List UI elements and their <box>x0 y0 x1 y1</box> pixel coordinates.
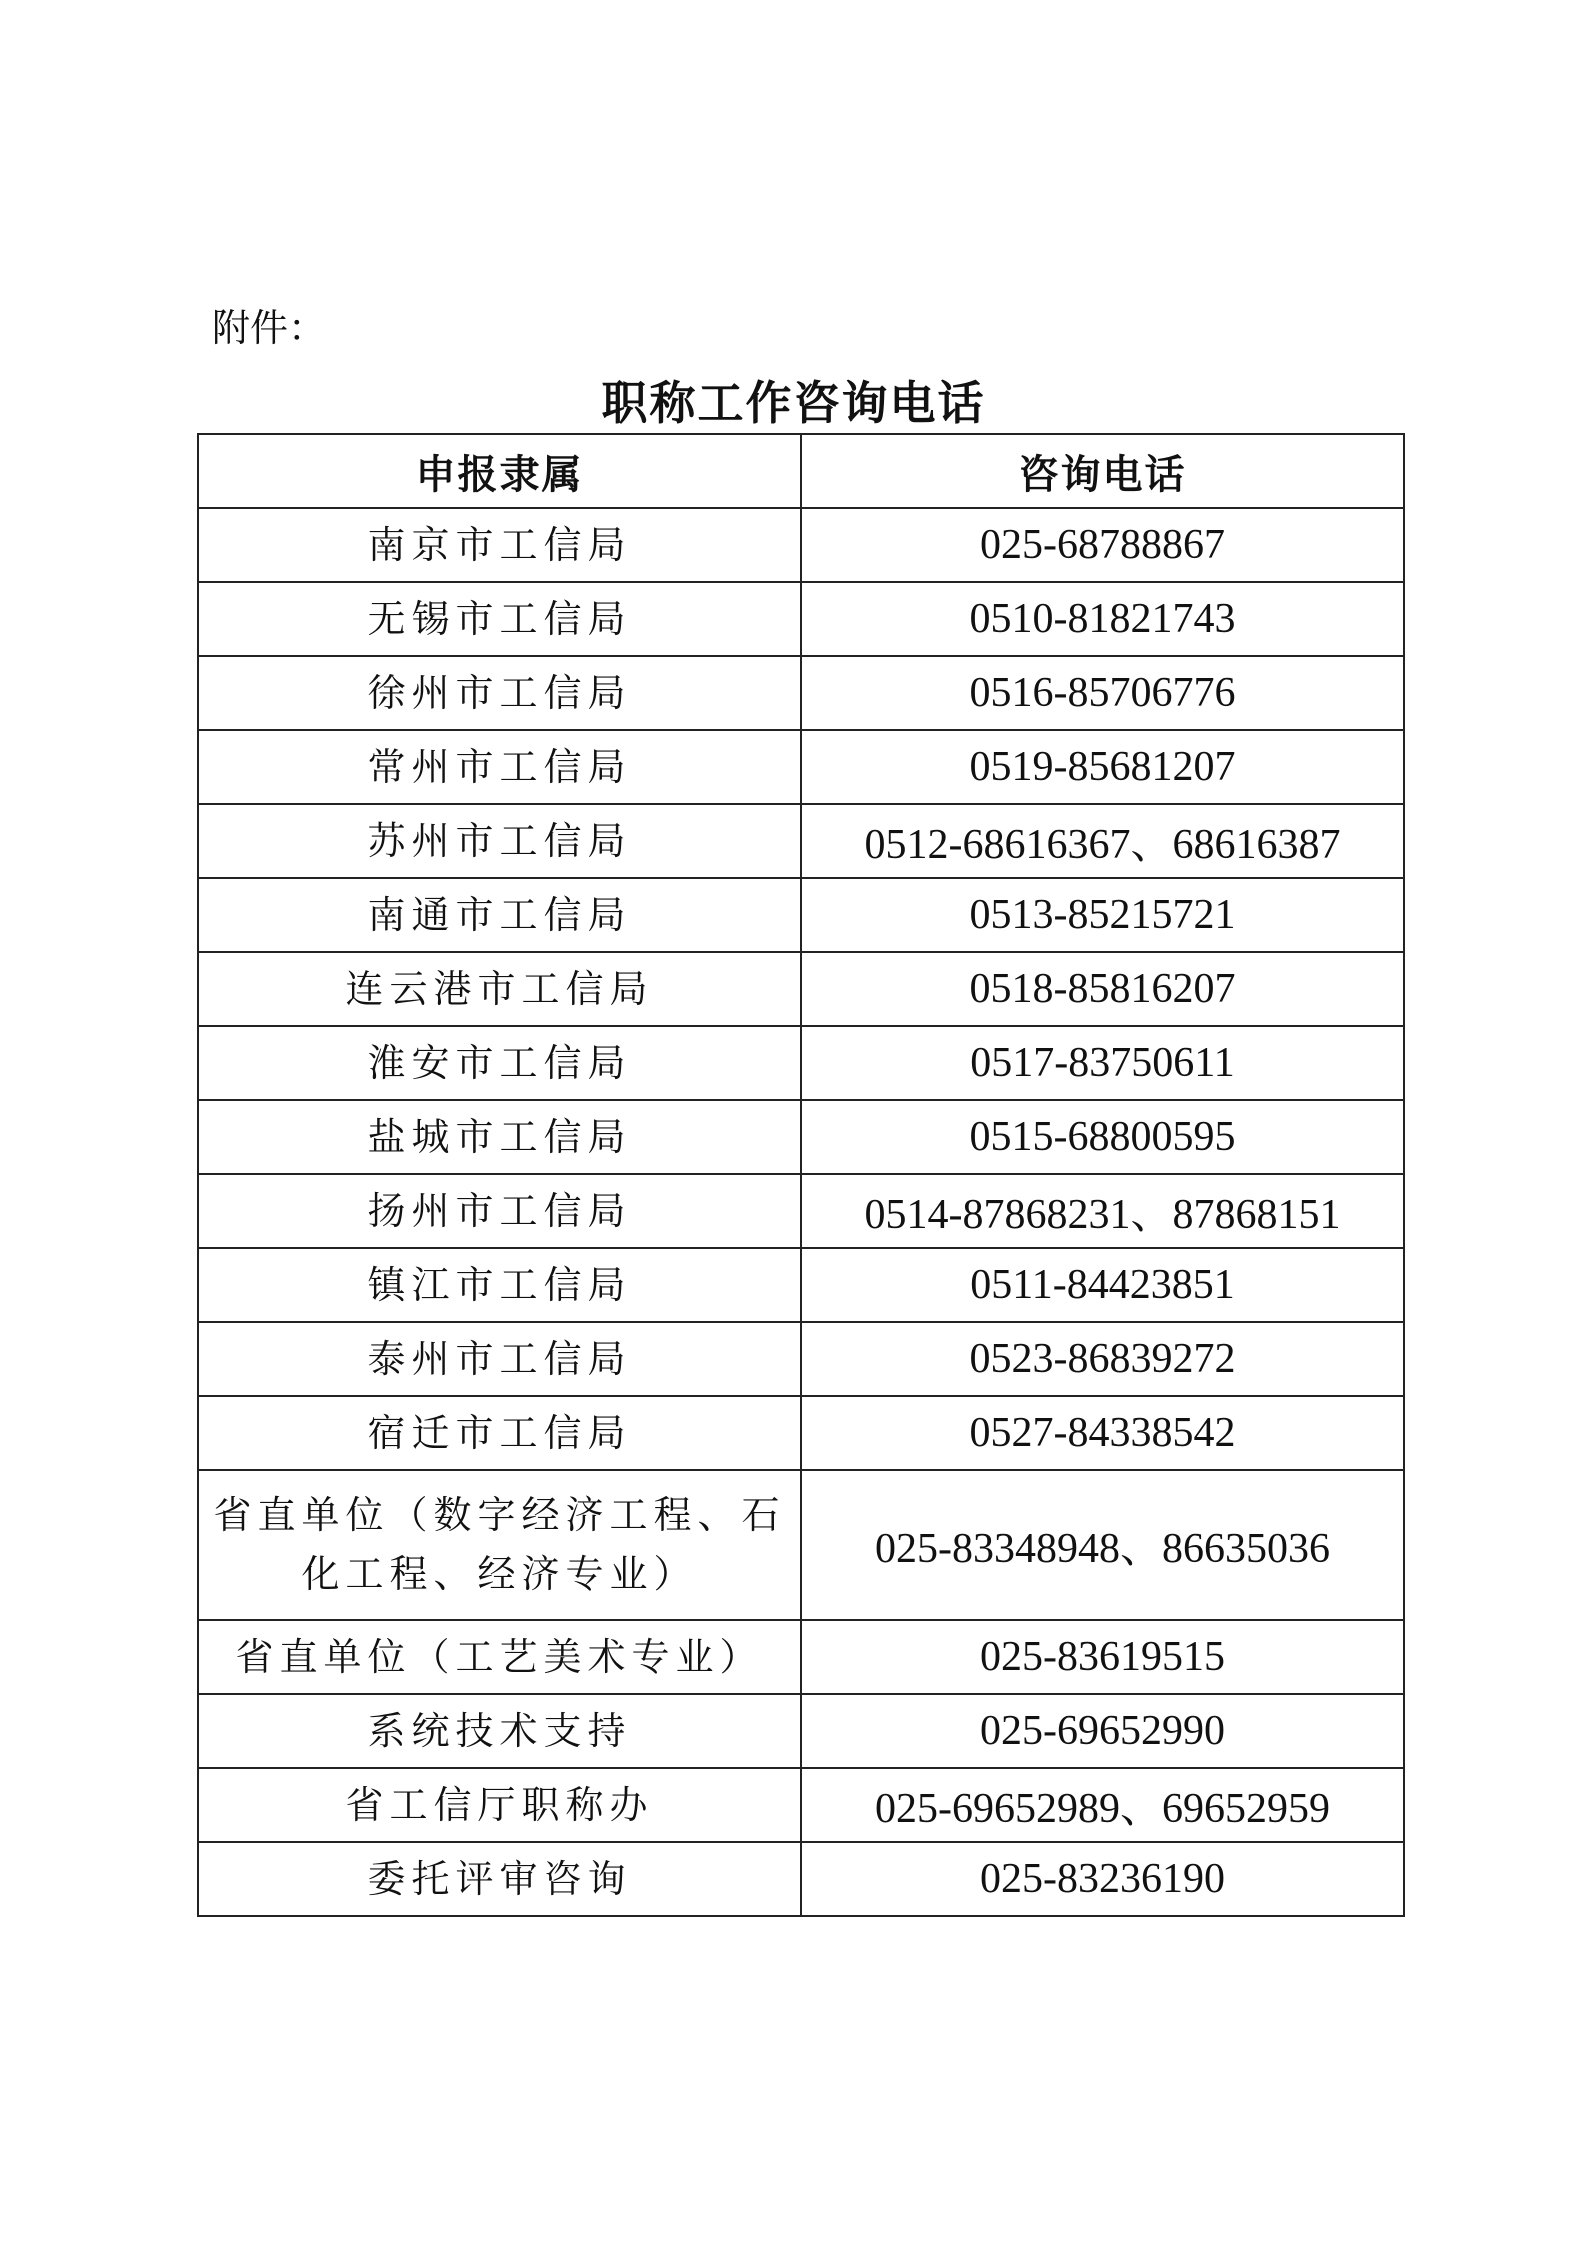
unit-cell: 委托评审咨询 <box>198 1842 801 1916</box>
unit-cell: 镇江市工信局 <box>198 1248 801 1322</box>
phone-cell: 0510-81821743 <box>801 582 1404 656</box>
table-row <box>198 1470 1404 1620</box>
table-row <box>198 1174 1404 1248</box>
table-row <box>198 878 1404 952</box>
phone-cell: 0511-84423851 <box>801 1248 1404 1322</box>
phone-cell: 025-83236190 <box>801 1842 1404 1916</box>
unit-cell: 徐州市工信局 <box>198 656 801 730</box>
phone-cell: 0517-83750611 <box>801 1026 1404 1100</box>
table-row <box>198 1100 1404 1174</box>
unit-cell: 淮安市工信局 <box>198 1026 801 1100</box>
phone-cell: 0518-85816207 <box>801 952 1404 1026</box>
table-row <box>198 1026 1404 1100</box>
unit-cell: 宿迁市工信局 <box>198 1396 801 1470</box>
table-header-row <box>198 434 1404 508</box>
phone-cell: 025-83348948、86635036 <box>801 1470 1404 1620</box>
unit-cell: 省工信厅职称办 <box>198 1768 801 1842</box>
table-row <box>198 1396 1404 1470</box>
phone-cell: 0513-85215721 <box>801 878 1404 952</box>
phone-cell: 025-68788867 <box>801 508 1404 582</box>
table-row <box>198 656 1404 730</box>
phone-cell: 0514-87868231、87868151 <box>801 1174 1404 1248</box>
table-row <box>198 1768 1404 1842</box>
unit-cell: 无锡市工信局 <box>198 582 801 656</box>
table-row <box>198 1694 1404 1768</box>
page-title: 职称工作咨询电话 <box>601 376 986 430</box>
table-row <box>198 804 1404 878</box>
phone-cell: 025-83619515 <box>801 1620 1404 1694</box>
table-row <box>198 508 1404 582</box>
column-header-phone: 咨询电话 <box>801 434 1404 508</box>
phone-cell: 0515-68800595 <box>801 1100 1404 1174</box>
phone-cell: 0519-85681207 <box>801 730 1404 804</box>
phone-cell: 0516-85706776 <box>801 656 1404 730</box>
table-row <box>198 1248 1404 1322</box>
table-row <box>198 582 1404 656</box>
table-row <box>198 952 1404 1026</box>
unit-cell: 苏州市工信局 <box>198 804 801 878</box>
attachment-label: 附件： <box>212 306 327 350</box>
table-row <box>198 1620 1404 1694</box>
unit-cell: 常州市工信局 <box>198 730 801 804</box>
phone-cell: 025-69652990 <box>801 1694 1404 1768</box>
unit-cell: 南通市工信局 <box>198 878 801 952</box>
contact-table <box>197 433 1405 1917</box>
table-row <box>198 1322 1404 1396</box>
unit-cell: 省直单位（数字经济工程、石化工程、经济专业） <box>198 1470 801 1620</box>
phone-cell: 0527-84338542 <box>801 1396 1404 1470</box>
unit-cell: 南京市工信局 <box>198 508 801 582</box>
phone-cell: 0512-68616367、68616387 <box>801 804 1404 878</box>
unit-cell: 泰州市工信局 <box>198 1322 801 1396</box>
unit-cell: 扬州市工信局 <box>198 1174 801 1248</box>
unit-cell: 连云港市工信局 <box>198 952 801 1026</box>
table-row <box>198 1842 1404 1916</box>
unit-cell: 系统技术支持 <box>198 1694 801 1768</box>
column-header-unit: 申报隶属 <box>198 434 801 508</box>
table-row <box>198 730 1404 804</box>
unit-cell: 盐城市工信局 <box>198 1100 801 1174</box>
unit-cell: 省直单位（工艺美术专业） <box>198 1620 801 1694</box>
phone-cell: 0523-86839272 <box>801 1322 1404 1396</box>
phone-cell: 025-69652989、69652959 <box>801 1768 1404 1842</box>
